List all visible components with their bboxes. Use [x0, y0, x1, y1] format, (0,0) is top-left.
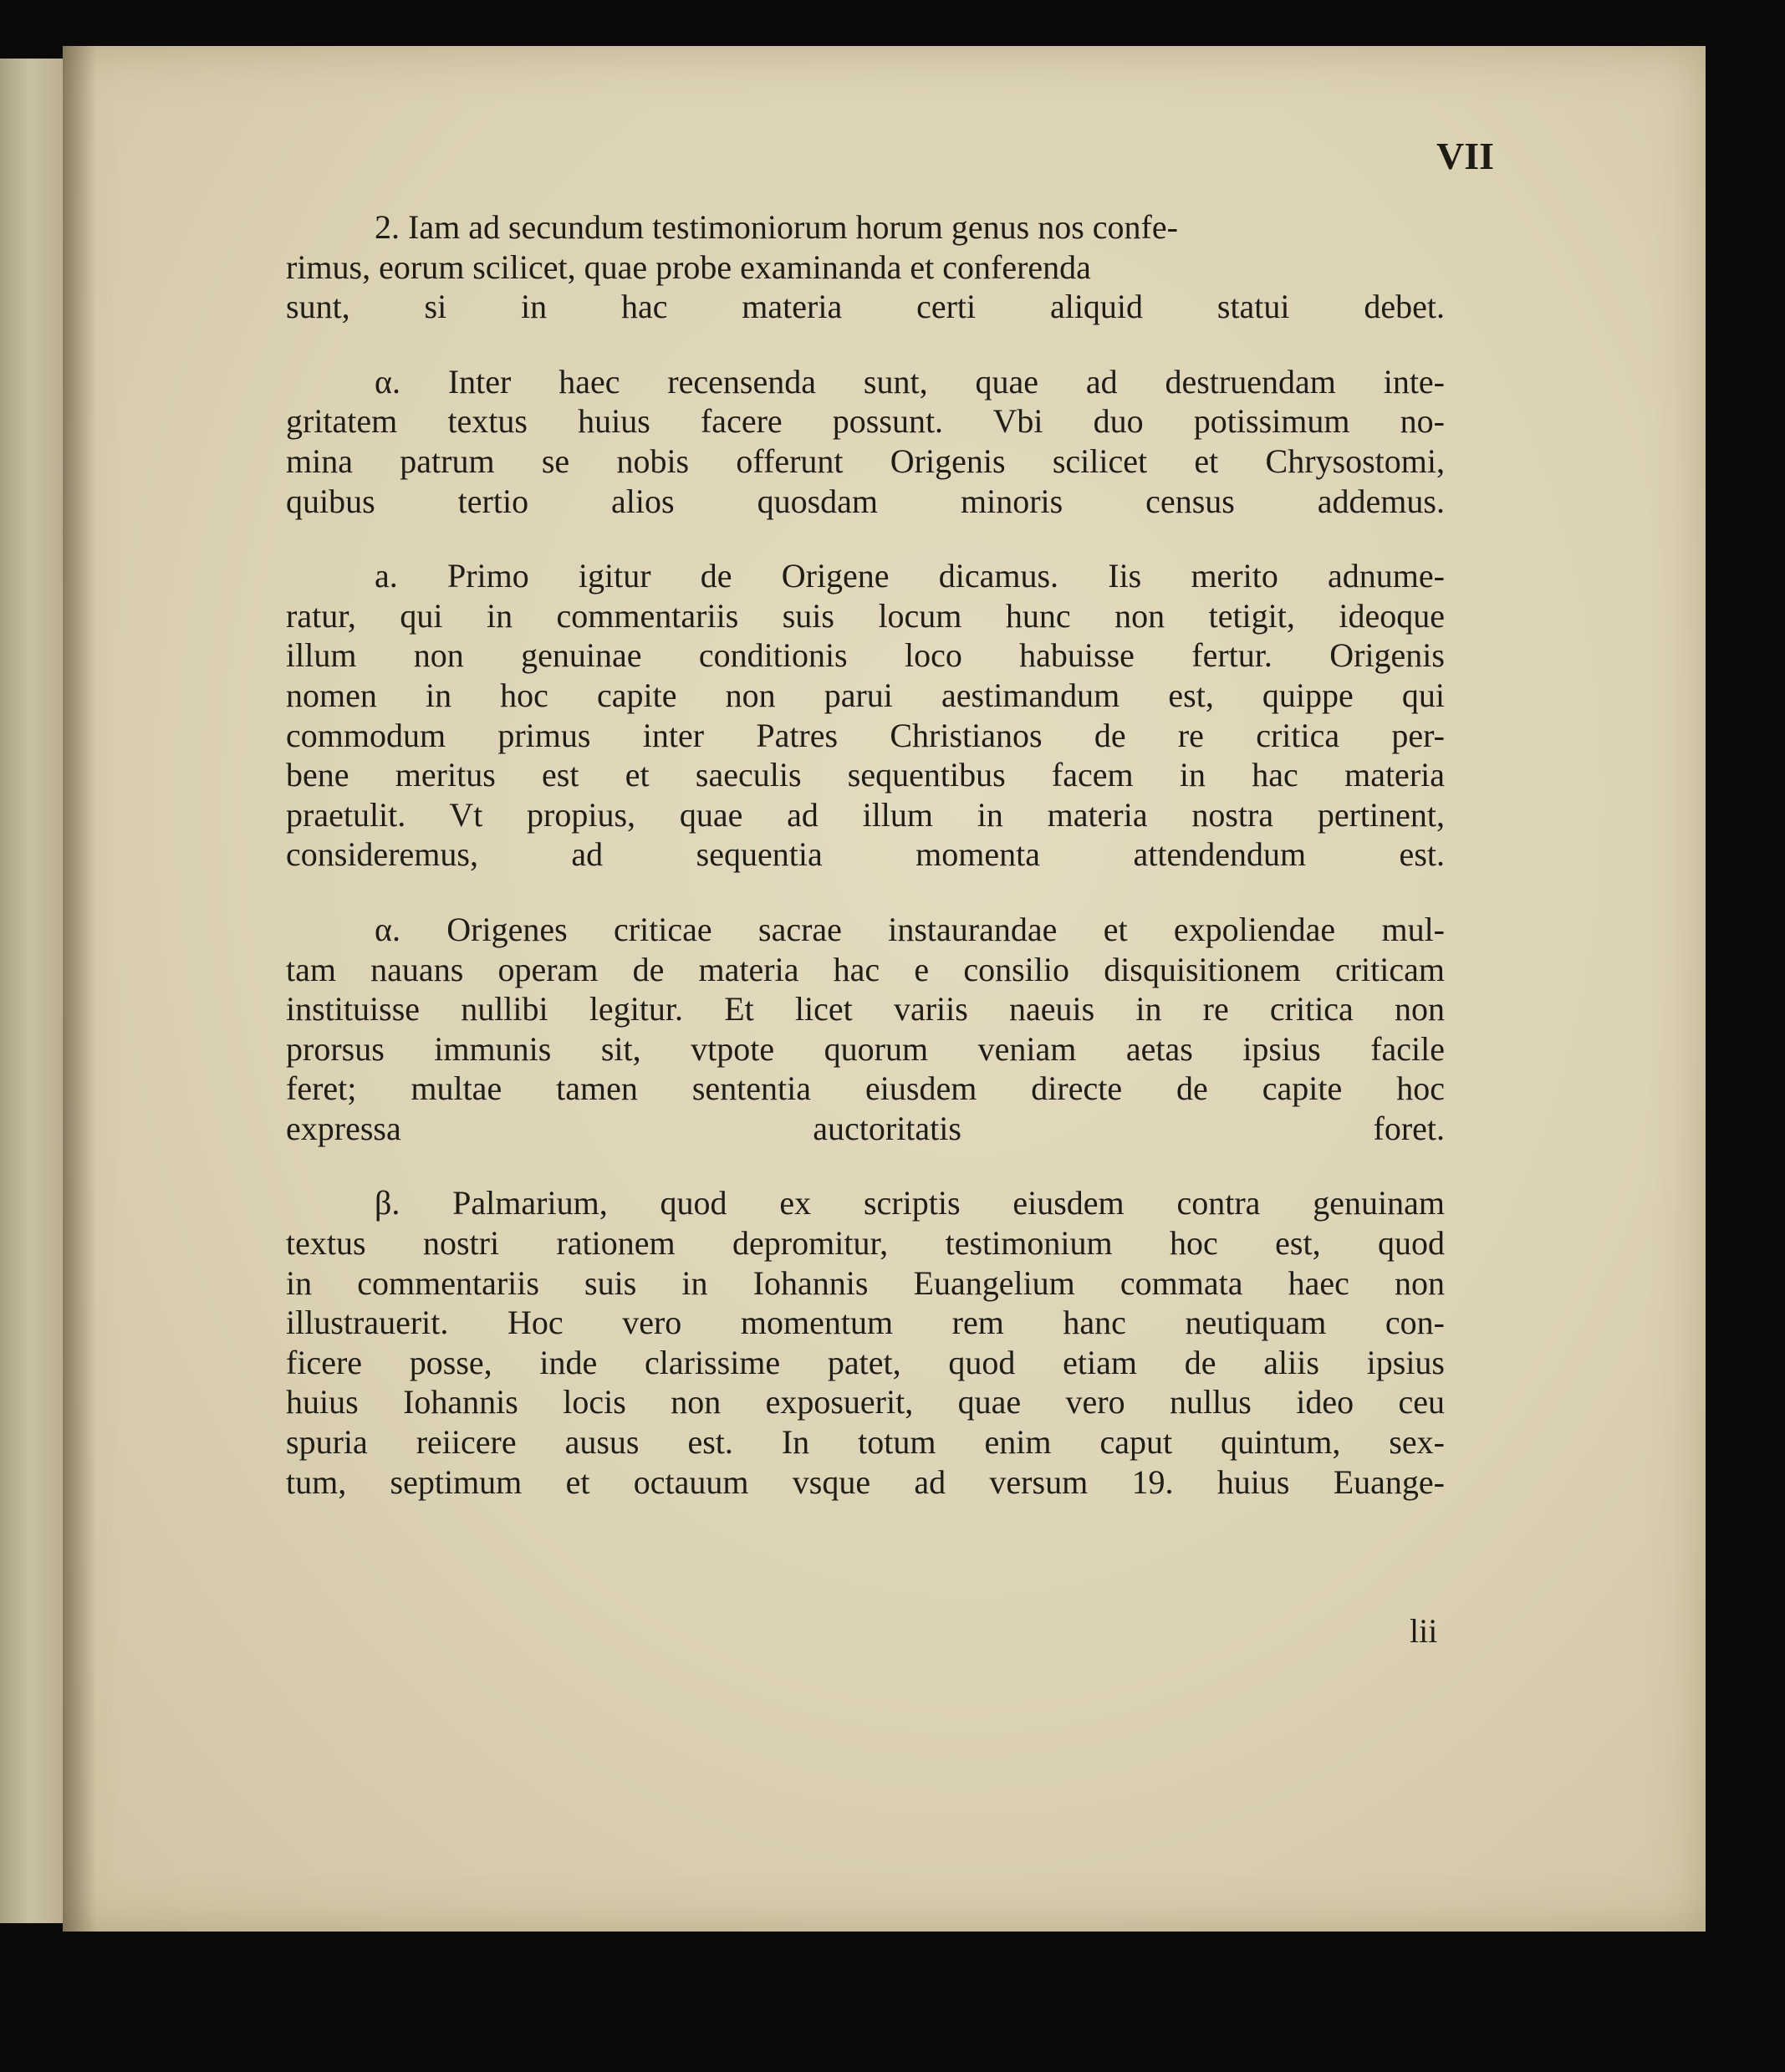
text-line: illustrauerit. Hoc vero momentum rem hanc neutiquam con- — [286, 1304, 1445, 1342]
page-body-text — [286, 207, 1445, 1502]
text-line: tam nauans operam de materia hac e consilio disquisitionem criticam — [286, 950, 1445, 988]
text-line: tum, septimum et octauum vsque ad versum 19. huius Euange- — [286, 1462, 1445, 1501]
text-line: gritatem textus huius facere possunt. Vbi duo potissimum no- — [286, 402, 1445, 441]
text-line: sunt, si in hac materia certi aliquid statui debet. — [286, 288, 1445, 326]
paragraph-alpha — [286, 362, 1445, 521]
paragraph-alpha-2 — [286, 910, 1445, 1149]
text-line: illum non genuinae conditionis loco habuisse fertur. Origenis — [286, 636, 1445, 675]
text-line: praetulit. Vt propius, quae ad illum in materia nostra pertinent, — [286, 795, 1445, 834]
text-line: α. Inter haec recensenda sunt, quae ad destruendam inte- — [375, 362, 1445, 401]
text-line: feret; multae tamen sententia eiusdem directe de capite hoc — [286, 1069, 1445, 1108]
text-line: spuria reiicere ausus est. In totum enim caput quintum, sex- — [286, 1423, 1445, 1462]
text-line: nomen in hoc capite non parui aestimandum est, quippe qui — [286, 676, 1445, 714]
catchword: lii — [1410, 1612, 1438, 1650]
paragraph-2 — [286, 207, 1445, 327]
page-number: VII — [1436, 135, 1495, 177]
text-line: β. Palmarium, quod ex scriptis eiusdem contra genuinam — [375, 1184, 1445, 1222]
text-line: expressa auctoritatis foret. — [286, 1109, 1445, 1147]
text-line: commodum primus inter Patres Christianos de re critica per- — [286, 716, 1445, 754]
text-line: consideremus, ad sequentia momenta attendendum est. — [286, 835, 1445, 874]
text-line: α. Origenes criticae sacrae instaurandae et expoliendae mul- — [375, 910, 1445, 948]
text-line: ratur, qui in commentariis suis locum hunc non tetigit, ideoque — [286, 596, 1445, 635]
facing-page-edge — [0, 59, 69, 1923]
text-line: mina patrum se nobis offerunt Origenis scilicet et Chrysostomi, — [286, 441, 1445, 480]
text-line: a. Primo igitur de Origene dicamus. Iis merito adnume- — [375, 557, 1445, 595]
text-line: huius Iohannis locis non exposuerit, quae vero nullus ideo ceu — [286, 1383, 1445, 1421]
text-line: instituisse nullibi legitur. Et licet variis naeuis in re critica non — [286, 990, 1445, 1028]
text-line: bene meritus est et saeculis sequentibus facem in hac materia — [286, 756, 1445, 794]
text-line: ficere posse, inde clarissime patet, quod etiam de aliis ipsius — [286, 1343, 1445, 1381]
text-line: quibus tertio alios quosdam minoris census addemus. — [286, 482, 1445, 520]
paragraph-beta — [286, 1183, 1445, 1502]
text-line: in commentariis suis in Iohannis Euangelium commata haec non — [286, 1263, 1445, 1302]
text-line: textus nostri rationem depromitur, testimonium hoc est, quod — [286, 1224, 1445, 1263]
text-line: rimus, eorum scilicet, quae probe examinanda et conferenda — [286, 248, 1091, 286]
gutter-shadow — [63, 46, 96, 1932]
text-line: 2. Iam ad secundum testimoniorum horum genus nos confe- — [375, 208, 1178, 246]
text-line: prorsus immunis sit, vtpote quorum veniam aetas ipsius facile — [286, 1029, 1445, 1068]
paragraph-a — [286, 556, 1445, 875]
